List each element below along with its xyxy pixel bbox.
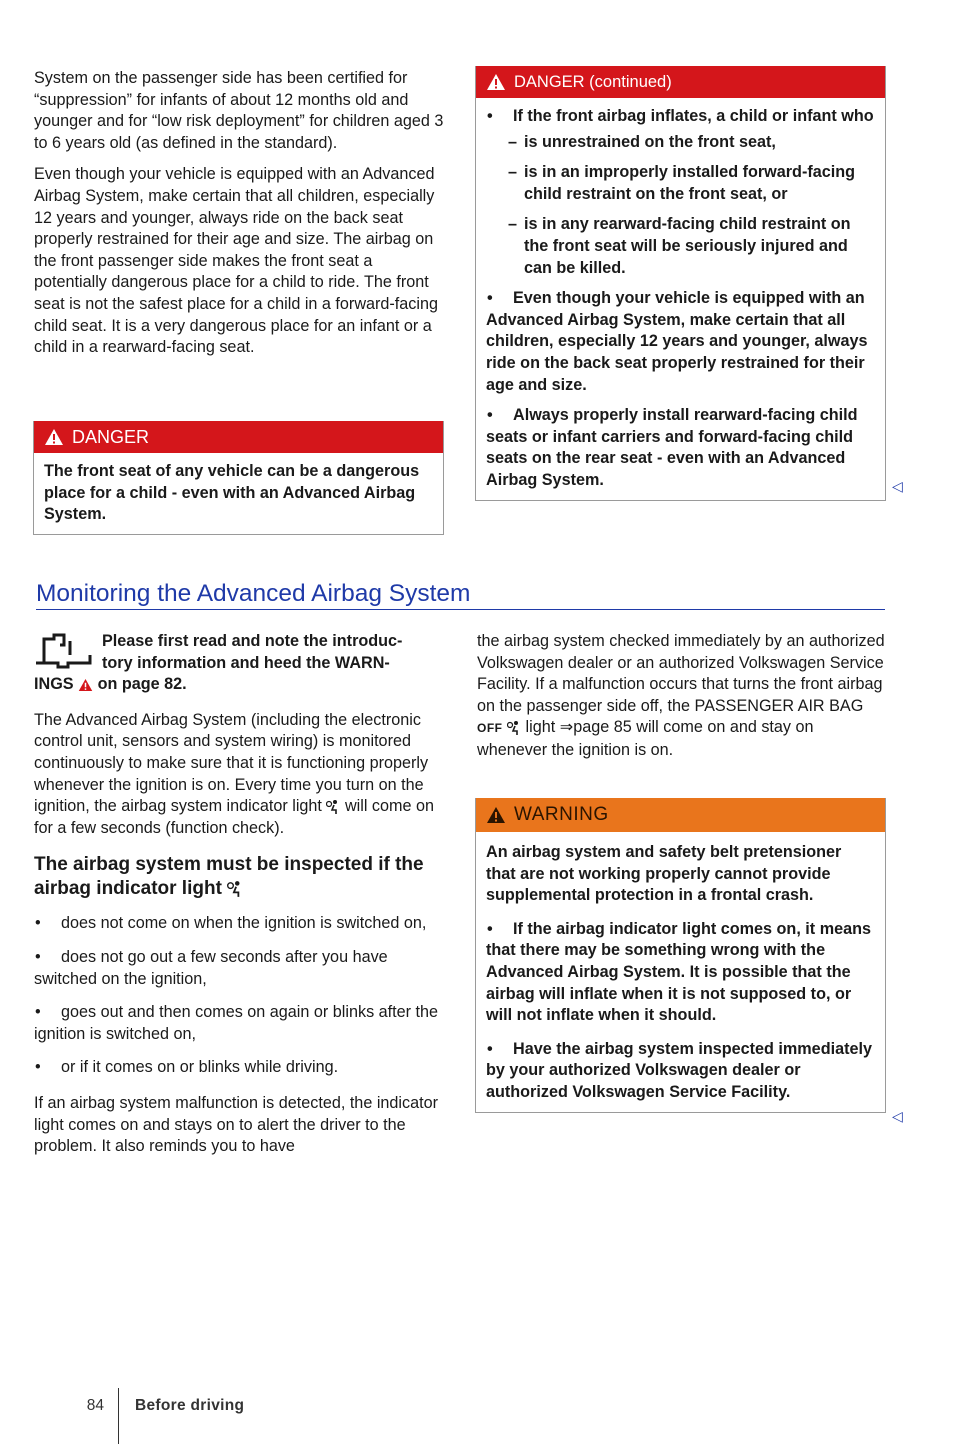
subheading: The airbag system must be inspected if the airbag indicator light (34, 854, 424, 900)
warning-triangle-icon (486, 806, 506, 824)
danger-header (34, 421, 443, 453)
list-item: • or if it comes on or blinks while driving. (35, 1058, 339, 1077)
end-of-section-icon: ◁ (892, 1108, 903, 1124)
paragraph: If an airbag system malfunction is detected, the indicator light comes on and stays on to alert the driver to the problem. It also reminds you to have (34, 1093, 438, 1156)
list-item: • Even though your vehicle is equipped with an Advanced Airbag System, make certain that all children, especially 12 years and younger, always ride on the back seat properly restrained for their age and size. (486, 289, 868, 394)
book-icon (34, 633, 92, 669)
paragraph: The Advanced Airbag System (including the electronic control unit, sensors and system wiring) is monitored continuously to make sure that it is functioning properly whenever the ignition is on. Every time you turn on the ignition, the airbag system indicator light will come on for a few seconds (function check). (34, 710, 435, 837)
list-item: • goes out and then comes on again or blinks after the ignition is switched on, (34, 1003, 439, 1043)
danger-heading: DANGER (72, 426, 150, 447)
left-column-bottom (34, 631, 444, 1168)
paragraph: the airbag system checked immediately by an authorized Volkswagen dealer or an authorized Volkswagen Service Facility. If a malfunction occurs that turns the front airbag on the passenger side off, the PASSENGER AIR BAG OFF light ⇒page 85 will come on and stay on whenever the ignition is on. (477, 632, 885, 759)
note-line: INGS on page 82. (34, 675, 187, 694)
left-column-top (34, 68, 444, 369)
list-item: – is unrestrained on the front seat, (508, 132, 875, 154)
note-line: Please first read and note the introduc- (102, 632, 403, 650)
warning-triangle-icon (78, 678, 93, 692)
section-title: Monitoring the Advanced Airbag System (36, 580, 471, 607)
danger-body (34, 453, 443, 534)
end-of-section-icon: ◁ (892, 478, 903, 494)
danger-continued-heading: DANGER (continued) (514, 72, 672, 91)
list-item: • does not go out a few seconds after you have switched on the ignition, (34, 947, 388, 988)
airbag-indicator-icon (326, 799, 340, 815)
list-item: • If the front airbag inflates, a child or infant who – is unrestrained on the front seat, – is in an improperly installed forward-facing child restraint on the front seat, or – is in any rearward-facing child restraint on the front seat will be seriously injured and can be killed. (486, 106, 875, 279)
warning-box (475, 798, 886, 1113)
danger-continued-header (476, 66, 885, 98)
danger-continued-body (476, 98, 885, 500)
warning-triangle-icon (44, 428, 64, 446)
page-number: 84 (86, 1397, 104, 1414)
footer-divider (118, 1388, 119, 1444)
airbag-indicator-icon (507, 720, 521, 736)
list-item: • does not come on when the ignition is switched on, (35, 914, 427, 933)
list-item: • Always properly install rearward-facing child seats or infant carriers and forward-facing child seats on the rear seat - even with an Advanced Airbag System. (486, 406, 858, 489)
warning-triangle-icon (486, 73, 506, 91)
danger-box (33, 421, 444, 535)
paragraph: System on the passenger side has been certified for “suppression” for infants of about 12 months old and younger and for “low risk deployment” for children aged 3 to 6 years old (as defined in the standard). (34, 69, 444, 152)
danger-continued-box (475, 66, 886, 501)
right-column-bottom (477, 631, 887, 772)
list-item: – is in an improperly installed forward-facing child restraint on the front seat, or (508, 162, 875, 205)
airbag-indicator-icon (227, 880, 243, 898)
paragraph: Even though your vehicle is equipped with an Advanced Airbag System, make certain that all children, especially 12 years and younger, always ride on the back seat properly restrained for their age and size. The airbag on the front passenger side makes the front seat a potentially dangerous place for a child to ride. The front seat is not the safest place for a child in a forward-facing child seat. It is a very dangerous place for an infant or a child in a rearward-facing seat. (34, 165, 438, 357)
reading-note (34, 631, 444, 696)
warning-intro: An airbag system and safety belt pretensioner that are not working properly cannot provide supplemental protection in a frontal crash. (486, 843, 842, 905)
footer-section-label: Before driving (135, 1397, 245, 1414)
section-rule (36, 609, 885, 610)
warning-header (476, 798, 885, 832)
warning-heading: WARNING (514, 804, 609, 825)
note-line: tory information and heed the WARN- (102, 653, 390, 672)
list-item: • Have the airbag system inspected immediately by your authorized Volkswagen dealer or authorized Volkswagen Service Facility. (486, 1039, 872, 1101)
list-item: • If the airbag indicator light comes on, it means that there may be something wrong with the Advanced Airbag System. It is possible that the airbag will inflate when it is not supposed to, or will not inflate when it should. (486, 919, 871, 1025)
page-footer (80, 1378, 244, 1434)
off-label: OFF (477, 721, 503, 736)
danger-text: The front seat of any vehicle can be a dangerous place for a child - even with an Advanced Airbag System. (44, 462, 420, 524)
list-item: – is in any rearward-facing child restraint on the front seat will be seriously injured and can be killed. (508, 214, 875, 279)
warning-body (476, 832, 885, 1112)
